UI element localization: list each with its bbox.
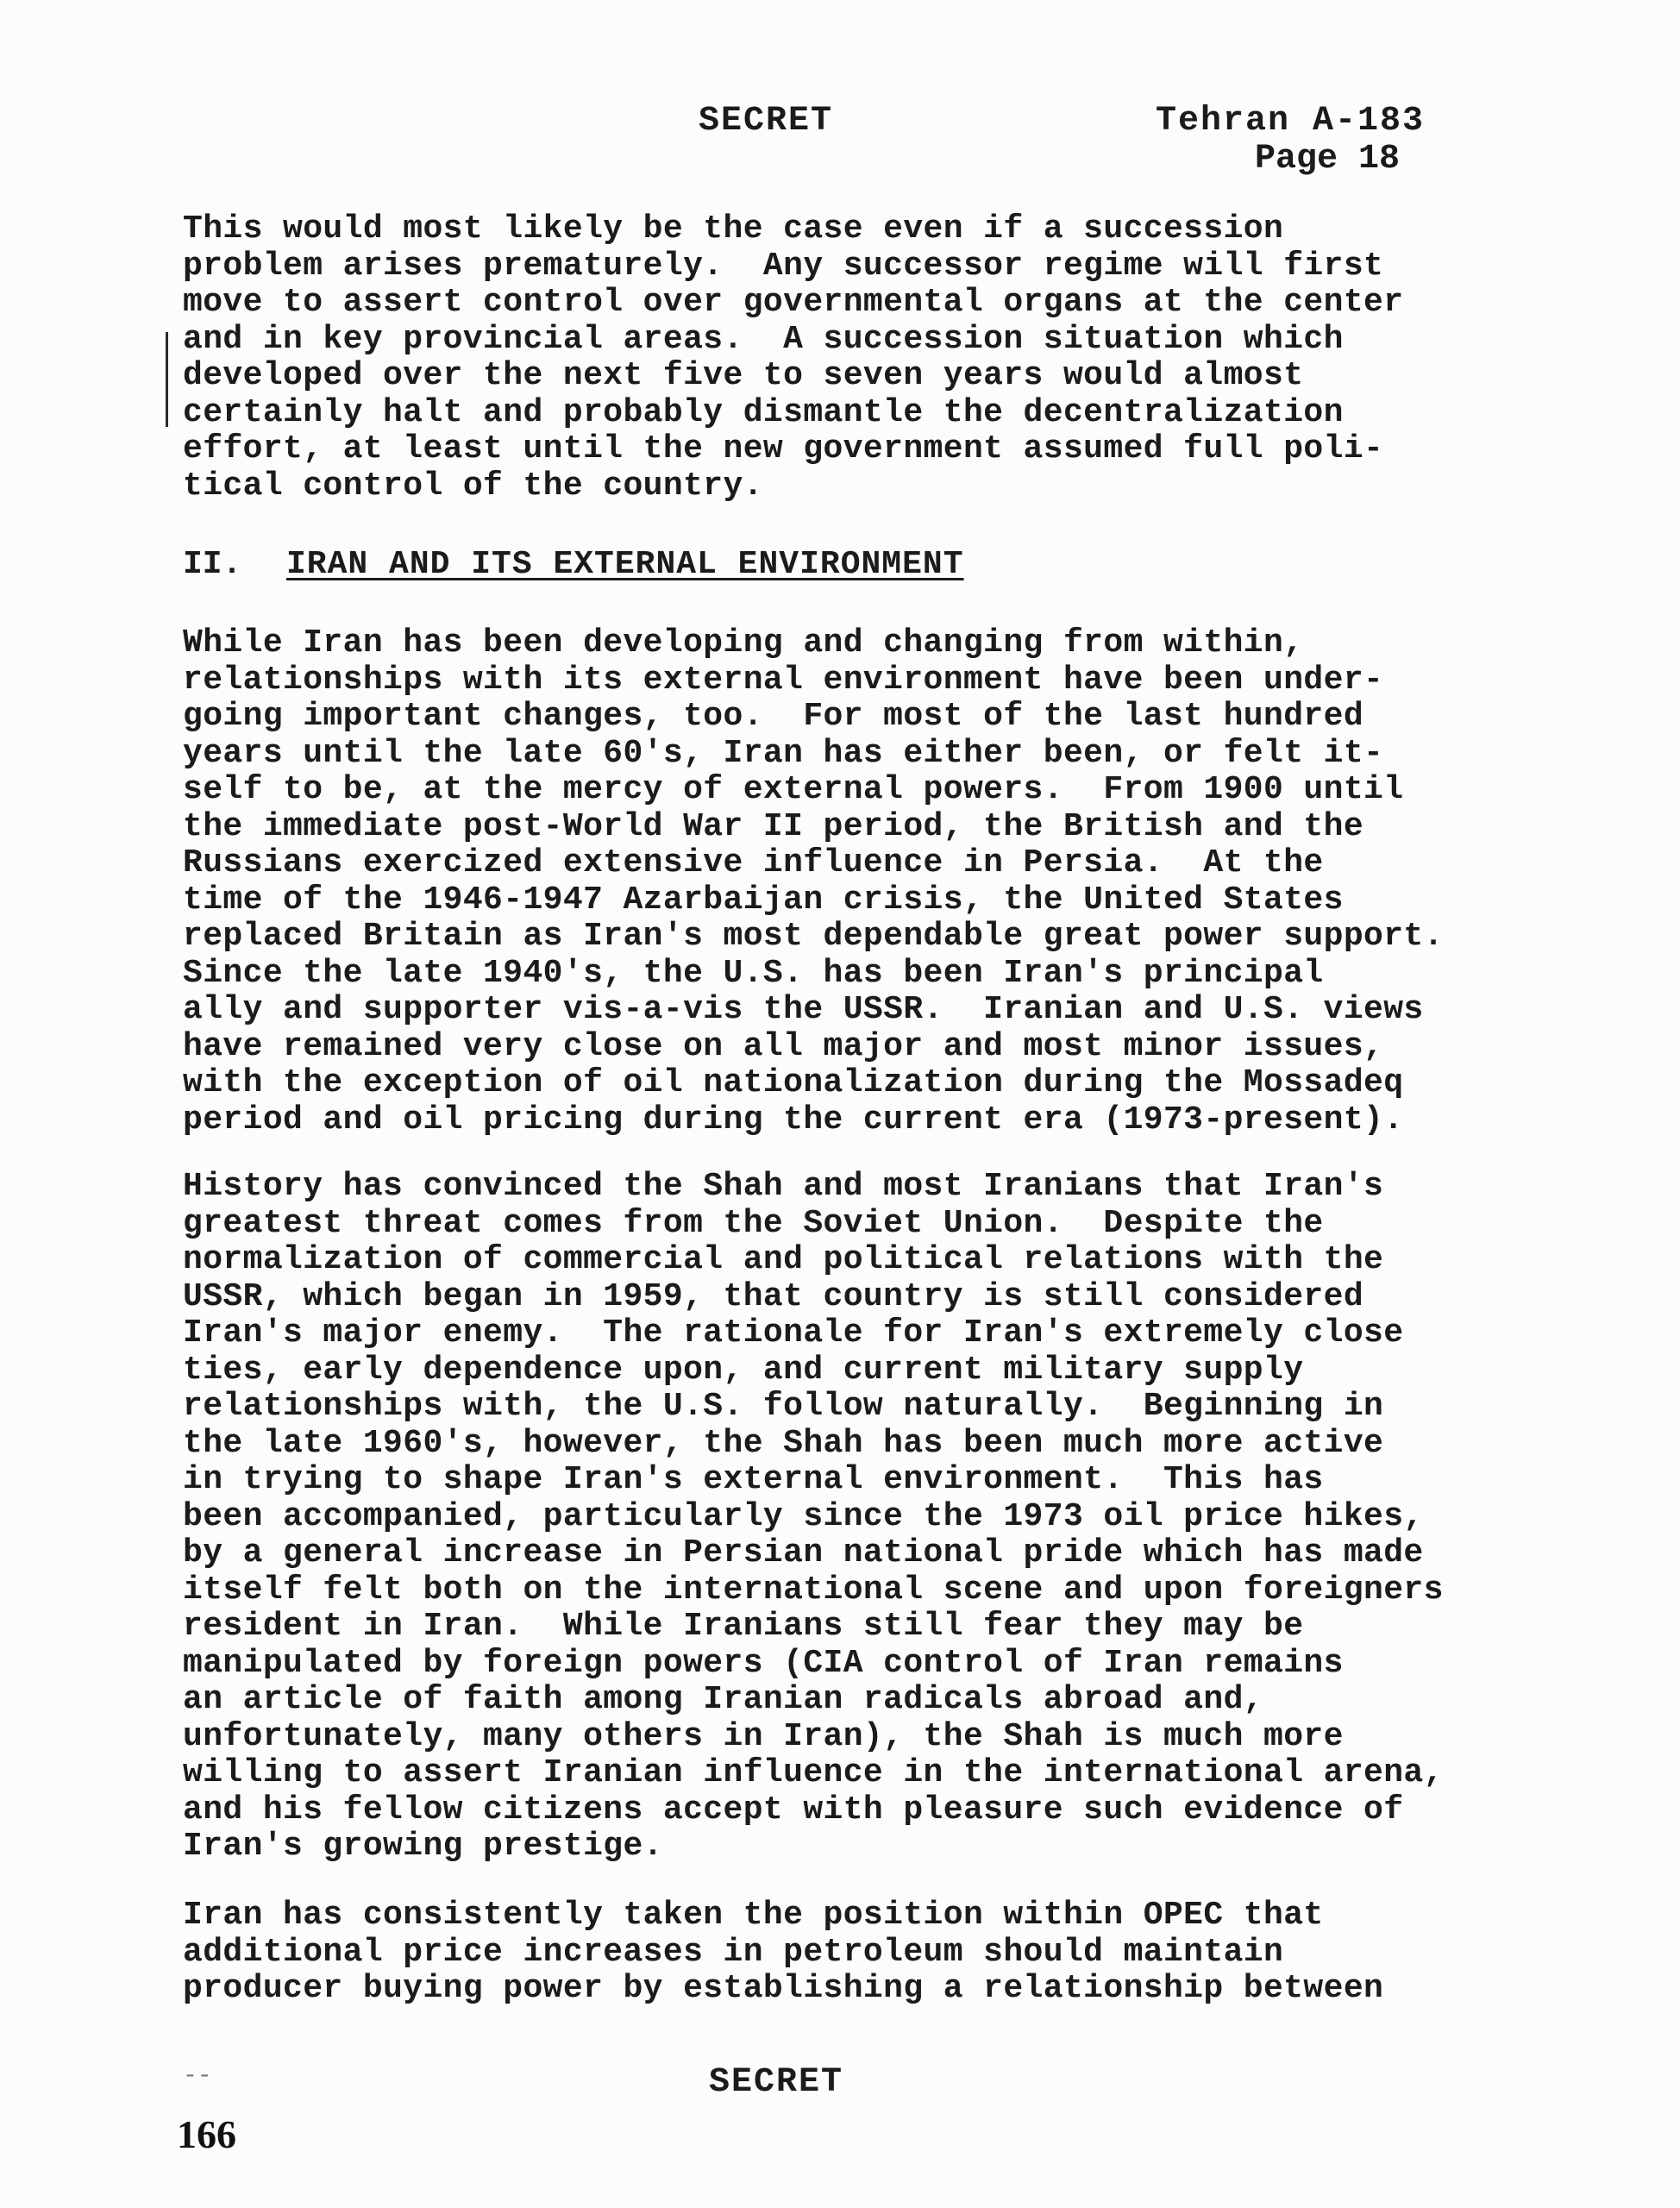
margin-mark <box>166 332 168 427</box>
text-line: Since the late 1940's, the U.S. has been Iran's principal <box>183 954 1324 992</box>
text-line: relationships with its external environment have been under- <box>183 661 1384 699</box>
text-line: ties, early dependence upon, and current military supply <box>183 1351 1304 1389</box>
text-line: History has convinced the Shah and most Iranians that Iran's <box>183 1168 1384 1205</box>
text-line: Iran's growing prestige. <box>183 1828 663 1865</box>
text-line: Russians exercized extensive influence in Persia. At the <box>183 844 1324 881</box>
text-line: While Iran has been developing and changing from within, <box>183 624 1304 662</box>
text-line: replaced Britain as Iran's most dependable great power support. <box>183 918 1444 955</box>
text-line: normalization of commercial and political relations with the <box>183 1241 1384 1278</box>
footer-classification: SECRET <box>709 2063 844 2102</box>
text-line: by a general increase in Persian national pride which has made <box>183 1534 1424 1571</box>
text-line: additional price increases in petroleum should maintain <box>183 1933 1284 1971</box>
text-line: the late 1960's, however, the Shah has been much more active <box>183 1424 1384 1462</box>
text-line: itself felt both on the international scene and upon foreigners <box>183 1571 1444 1609</box>
header-classification: SECRET <box>699 102 834 141</box>
text-line: in trying to shape Iran's external environment. This has <box>183 1461 1324 1498</box>
text-line: ally and supporter vis-a-vis the USSR. Iranian and U.S. views <box>183 991 1424 1028</box>
text-line: producer buying power by establishing a relationship between <box>183 1970 1384 2007</box>
text-line: period and oil pricing during the current era (1973-present). <box>183 1101 1404 1138</box>
text-line: manipulated by foreign powers (CIA control of Iran remains <box>183 1644 1344 1682</box>
text-line: with the exception of oil nationalization during the Mossadeq <box>183 1064 1404 1101</box>
text-line: move to assert control over governmental organs at the center <box>183 284 1404 321</box>
text-line: years until the late 60's, Iran has either been, or felt it- <box>183 734 1384 772</box>
text-line: unfortunately, many others in Iran), the Shah is much more <box>183 1717 1344 1755</box>
text-line: problem arises prematurely. Any successor regime will first <box>183 247 1384 285</box>
text-line: tical control of the country. <box>183 467 763 505</box>
text-line: going important changes, too. For most of the last hundred <box>183 698 1364 735</box>
text-line: developed over the next five to seven years would almost <box>183 357 1304 394</box>
text-line: have remained very close on all major and most minor issues, <box>183 1027 1384 1065</box>
section-title: IRAN AND ITS EXTERNAL ENVIRONMENT <box>286 546 964 583</box>
text-line: been accompanied, particularly since the 1973 oil price hikes, <box>183 1497 1424 1535</box>
paragraph-1 <box>183 211 1403 505</box>
footer-mark: -- <box>183 2063 212 2090</box>
text-line: effort, at least until the new government assumed full poli- <box>183 430 1384 467</box>
section-number: II. <box>183 546 242 583</box>
text-line: certainly halt and probably dismantle the decentralization <box>183 393 1344 431</box>
text-line: and in key provincial areas. A succession situation which <box>183 320 1344 358</box>
text-line: time of the 1946-1947 Azarbaijan crisis, the United States <box>183 881 1344 919</box>
header-page-label: Page 18 <box>1255 140 1401 179</box>
paragraph-4 <box>183 1898 1383 2008</box>
text-line: self to be, at the mercy of external powers. From 1900 until <box>183 771 1404 808</box>
text-line: Iran's major enemy. The rationale for Iran's extremely close <box>183 1314 1404 1352</box>
text-line: relationships with, the U.S. follow naturally. Beginning in <box>183 1388 1384 1425</box>
text-line: greatest threat comes from the Soviet Union. Despite the <box>183 1204 1324 1242</box>
paragraph-3 <box>183 1169 1444 1866</box>
paragraph-2 <box>183 625 1444 1138</box>
header-reference: Tehran A-183 <box>1156 102 1426 141</box>
text-line: resident in Iran. While Iranians still fear they may be <box>183 1608 1304 1645</box>
text-line: and his fellow citizens accept with pleasure such evidence of <box>183 1791 1404 1828</box>
text-line: an article of faith among Iranian radicals abroad and, <box>183 1681 1263 1718</box>
text-line: Iran has consistently taken the position within OPEC that <box>183 1897 1324 1934</box>
text-line: This would most likely be the case even if a succession <box>183 210 1284 248</box>
text-line: the immediate post-World War II period, the British and the <box>183 807 1364 845</box>
footer-page-number: 166 <box>177 2112 236 2156</box>
text-line: USSR, which began in 1959, that country is still considered <box>183 1277 1364 1315</box>
section-heading <box>183 546 964 583</box>
text-line: willing to assert Iranian influence in the international arena, <box>183 1754 1444 1791</box>
